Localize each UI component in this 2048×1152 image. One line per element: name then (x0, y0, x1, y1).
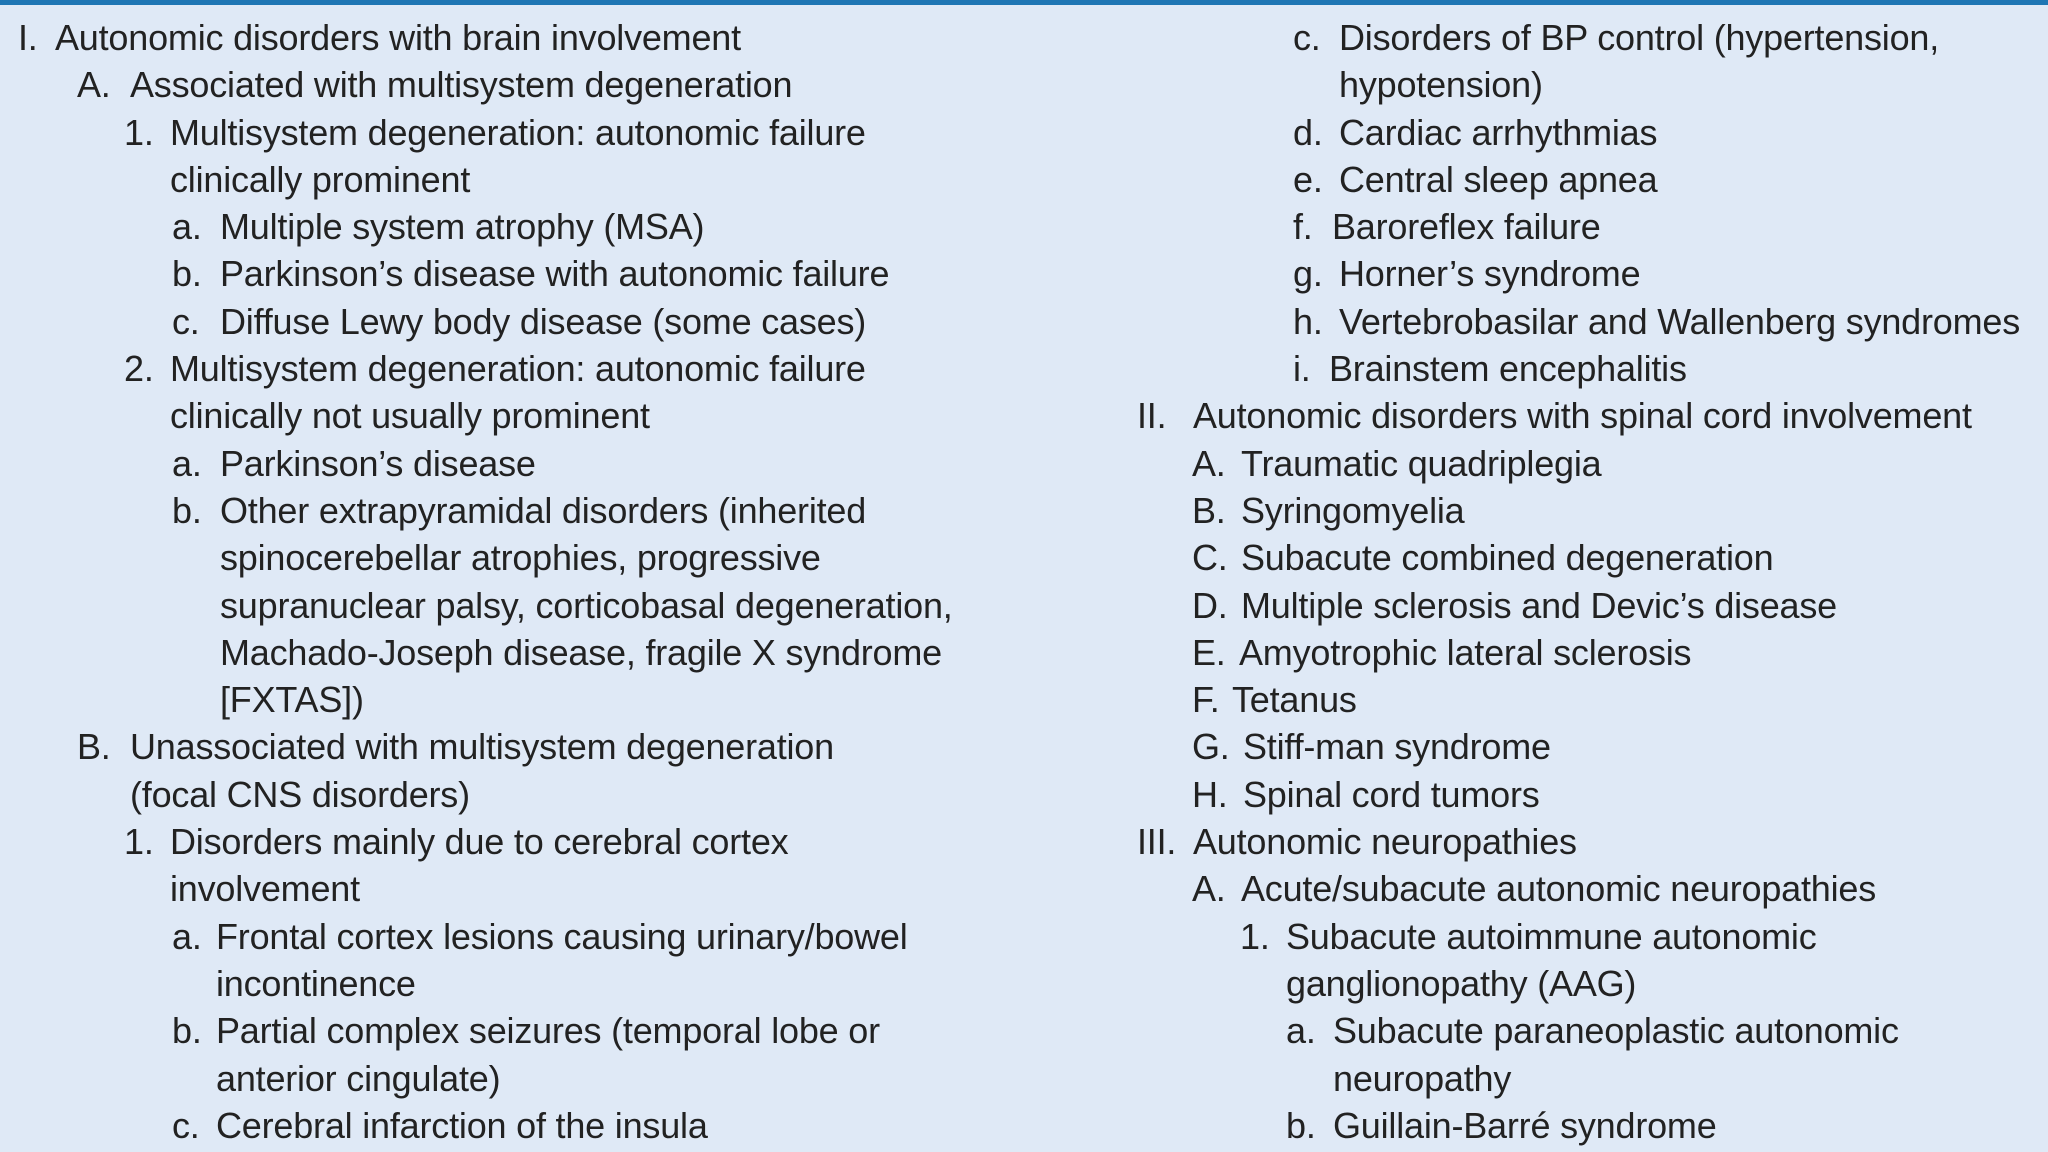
outline-line (18, 14, 1108, 61)
outline-text: Cardiac arrhythmias (1339, 111, 1658, 153)
right-column (1135, 14, 2035, 1149)
outline-text: Spinal cord tumors (1243, 773, 1540, 815)
outline-marker: 1. (124, 111, 154, 153)
outline-text: Machado-Joseph disease, fragile X syndrome (220, 631, 942, 673)
outline-text: Subacute autoimmune autonomic (1286, 915, 1817, 957)
outline-text: Guillain-Barré syndrome (1333, 1104, 1717, 1146)
outline-text: Parkinson’s disease with autonomic failure (220, 253, 890, 295)
outline-text: Multiple sclerosis and Devic’s disease (1241, 584, 1837, 626)
outline-line (1135, 440, 2035, 487)
outline-marker: b. (172, 253, 202, 295)
outline-line (18, 1102, 1108, 1149)
outline-text: Central sleep apnea (1339, 158, 1658, 200)
outline-marker: g. (1293, 253, 1323, 295)
outline-text: Disorders of BP control (hypertension, (1339, 17, 1940, 58)
outline-line (18, 487, 1108, 534)
outline-marker: b. (1286, 1104, 1316, 1146)
outline-text: Partial complex seizures (temporal lobe or (216, 1010, 880, 1052)
outline-line (18, 676, 1108, 723)
outline-marker: III. (1137, 821, 1177, 863)
outline-marker: h. (1293, 300, 1323, 342)
outline-marker: II. (1137, 395, 1167, 437)
outline-text: Amyotrophic lateral sclerosis (1239, 631, 1692, 673)
outline-text: spinocerebellar atrophies, progressive (220, 537, 821, 579)
outline-text: Associated with multisystem degeneration (130, 64, 793, 106)
outline-line (18, 913, 1108, 960)
outline-line (1135, 534, 2035, 581)
outline-line (18, 582, 1108, 629)
outline-line (1135, 582, 2035, 629)
outline-line (18, 629, 1108, 676)
outline-marker: B. (77, 726, 111, 768)
outline-text: (focal CNS disorders) (130, 773, 470, 815)
outline-marker: a. (172, 442, 202, 484)
outline-marker: 1. (1240, 915, 1270, 957)
outline-marker: C. (1192, 537, 1228, 579)
outline-marker: I. (18, 17, 38, 58)
outline-line (18, 865, 1108, 912)
outline-marker: i. (1293, 348, 1311, 390)
outline-line (1135, 298, 2035, 345)
outline-text: Acute/subacute autonomic neuropathies (1241, 868, 1877, 910)
outline-marker: H. (1192, 773, 1228, 815)
outline-text: Subacute paraneoplastic autonomic (1333, 1010, 1899, 1052)
outline-text: anterior cingulate) (216, 1057, 501, 1099)
outline-line (18, 440, 1108, 487)
outline-line (1135, 203, 2035, 250)
outline-line (1135, 345, 2035, 392)
outline-text: Parkinson’s disease (220, 442, 536, 484)
outline-line (18, 345, 1108, 392)
outline-line (1135, 14, 2035, 61)
outline-line (1135, 156, 2035, 203)
outline-marker: f. (1293, 206, 1313, 248)
top-rule (0, 0, 2048, 5)
outline-text: Frontal cortex lesions causing urinary/bowel (216, 915, 908, 957)
outline-text: Tetanus (1232, 679, 1357, 721)
outline-marker: a. (172, 206, 202, 248)
outline-line (1135, 487, 2035, 534)
outline-marker: G. (1192, 726, 1230, 768)
outline-text: clinically not usually prominent (170, 395, 650, 437)
outline-line (18, 203, 1108, 250)
outline-line (1135, 913, 2035, 960)
outline-text: Diffuse Lewy body disease (some cases) (220, 300, 867, 342)
outline-text: Traumatic quadriplegia (1241, 442, 1602, 484)
outline-text: clinically prominent (170, 158, 471, 200)
outline-marker: A. (1192, 868, 1226, 910)
outline-line (18, 723, 1108, 770)
outline-marker: A. (1192, 442, 1226, 484)
outline-line (1135, 61, 2035, 108)
outline-text: Cerebral infarction of the insula (216, 1104, 708, 1146)
outline-text: Syringomyelia (1241, 489, 1465, 531)
outline-line (1135, 392, 2035, 439)
outline-marker: B. (1192, 489, 1226, 531)
outline-line (1135, 1055, 2035, 1102)
outline-marker: A. (77, 64, 111, 106)
outline-line (1135, 1007, 2035, 1054)
outline-text: [FXTAS]) (220, 679, 364, 721)
outline-line (1135, 723, 2035, 770)
outline-marker: e. (1293, 158, 1323, 200)
outline-marker: a. (1286, 1010, 1316, 1052)
outline-marker: 2. (124, 348, 154, 390)
outline-line (18, 1007, 1108, 1054)
outline-text: Autonomic neuropathies (1193, 821, 1577, 863)
outline-marker: D. (1192, 584, 1228, 626)
outline-line (1135, 1102, 2035, 1149)
outline-marker: c. (1293, 17, 1321, 58)
outline-text: ganglionopathy (AAG) (1286, 962, 1637, 1004)
outline-text: Unassociated with multisystem degeneration (130, 726, 834, 768)
outline-line (18, 771, 1108, 818)
outline-text: Subacute combined degeneration (1241, 537, 1774, 579)
outline-marker: c. (172, 300, 200, 342)
outline-text: Autonomic disorders with spinal cord involvement (1193, 395, 1972, 437)
outline-marker: 1. (124, 821, 154, 863)
outline-text: Baroreflex failure (1332, 206, 1601, 248)
outline-line (18, 156, 1108, 203)
outline-line (1135, 676, 2035, 723)
outline-line (18, 960, 1108, 1007)
outline-text: Multiple system atrophy (MSA) (220, 206, 705, 248)
outline-marker: a. (172, 915, 202, 957)
outline-marker: c. (172, 1104, 200, 1146)
outline-text: Other extrapyramidal disorders (inherited (220, 489, 867, 531)
outline-text: Autonomic disorders with brain involvement (55, 17, 741, 58)
outline-text: incontinence (216, 962, 416, 1004)
outline-text: Multisystem degeneration: autonomic failure (170, 348, 866, 390)
outline-line (1135, 629, 2035, 676)
outline-line (1135, 960, 2035, 1007)
outline-text: Multisystem degeneration: autonomic failure (170, 111, 866, 153)
outline-line (1135, 771, 2035, 818)
outline-marker: F. (1192, 679, 1220, 721)
outline-line (18, 250, 1108, 297)
outline-text: Stiff-man syndrome (1243, 726, 1551, 768)
outline-text: Disorders mainly due to cerebral cortex (170, 821, 789, 863)
outline-text: supranuclear palsy, corticobasal degeneration, (220, 584, 953, 626)
outline-text: neuropathy (1333, 1057, 1512, 1099)
outline-marker: E. (1192, 631, 1226, 673)
outline-text: involvement (170, 868, 360, 910)
outline-text: Horner’s syndrome (1339, 253, 1641, 295)
outline-line (18, 298, 1108, 345)
outline-line (18, 534, 1108, 581)
outline-text: Vertebrobasilar and Wallenberg syndromes (1339, 300, 2021, 342)
outline-marker: d. (1293, 111, 1323, 153)
outline-line (1135, 865, 2035, 912)
outline-marker: b. (172, 489, 202, 531)
left-column (18, 14, 1108, 1149)
outline-line (18, 61, 1108, 108)
outline-marker: b. (172, 1010, 202, 1052)
outline-line (18, 818, 1108, 865)
outline-line (1135, 109, 2035, 156)
outline-text: hypotension) (1339, 64, 1543, 106)
outline-text: Brainstem encephalitis (1329, 348, 1687, 390)
outline-line (18, 109, 1108, 156)
outline-line (1135, 818, 2035, 865)
outline-line (18, 392, 1108, 439)
outline-line (18, 1055, 1108, 1102)
outline-line (1135, 250, 2035, 297)
